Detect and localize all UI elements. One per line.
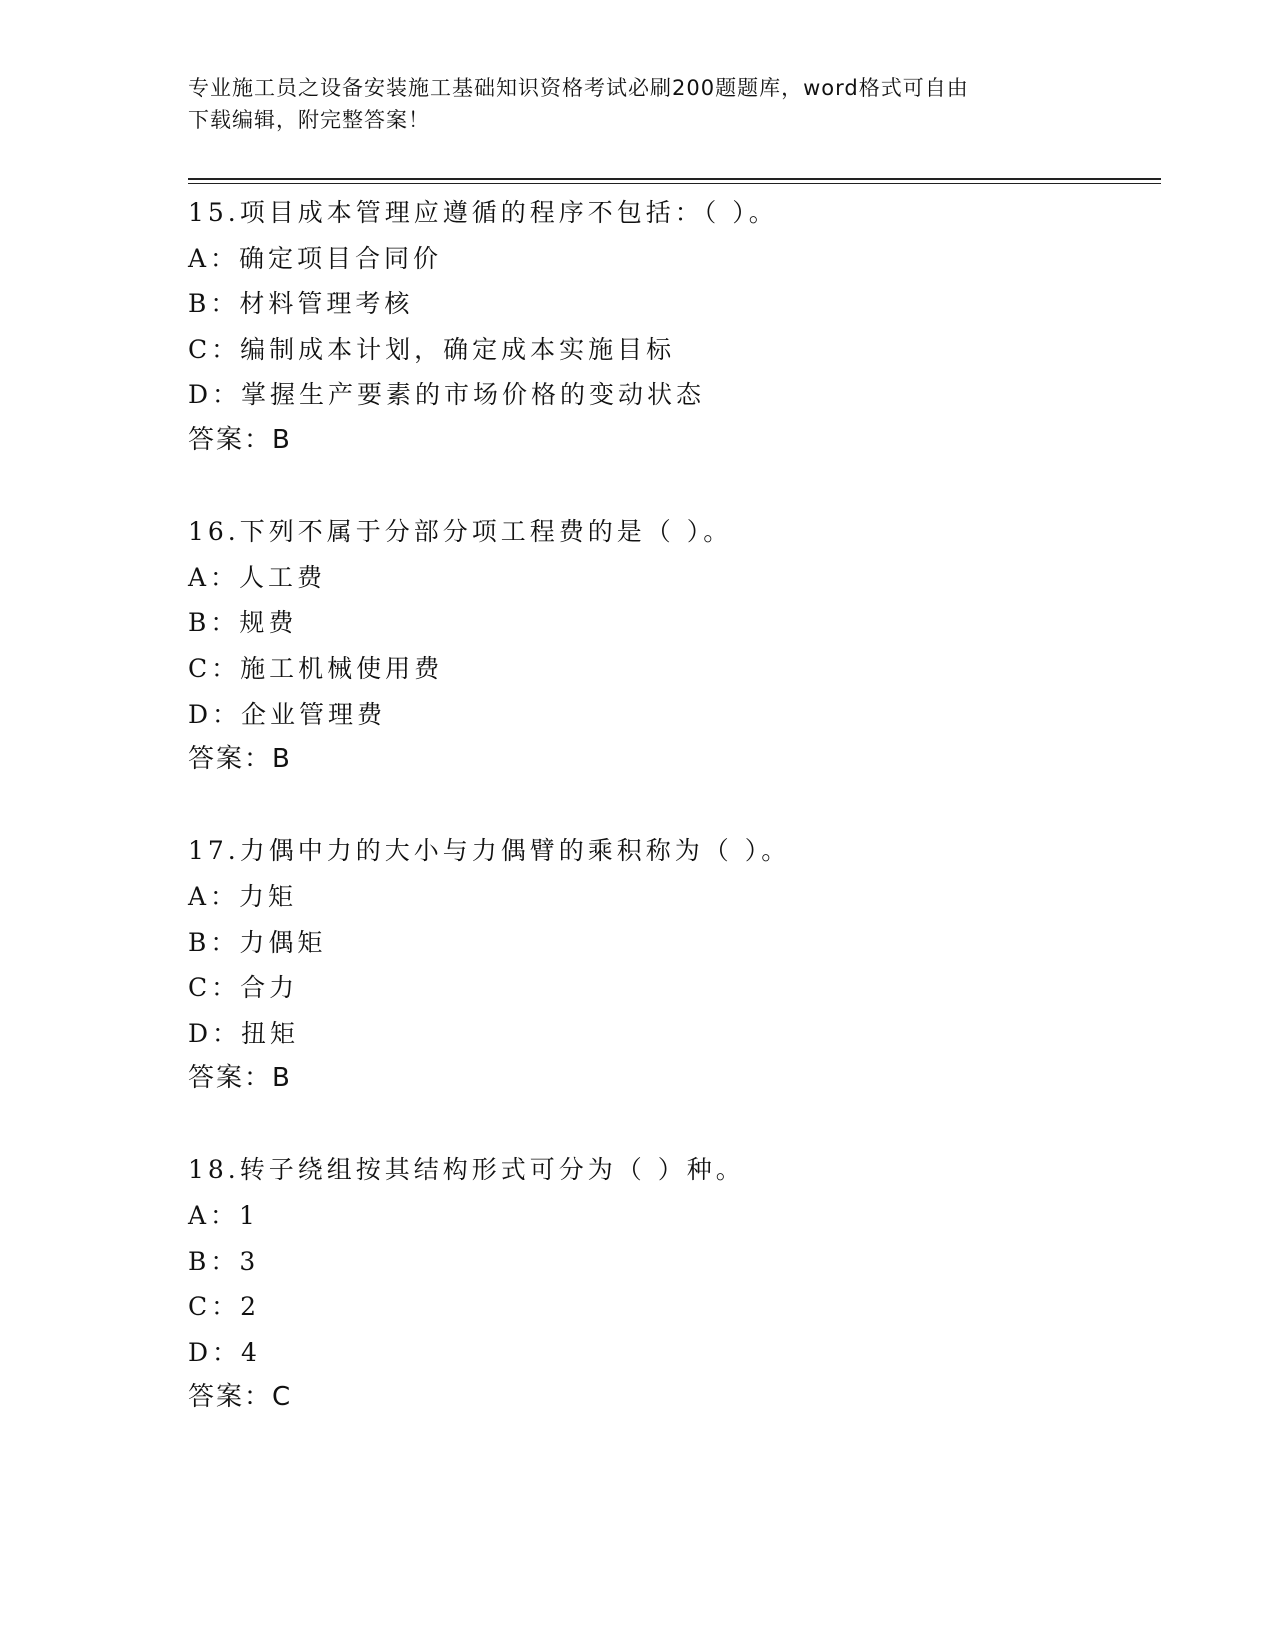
header-divider-thin — [188, 183, 1161, 184]
option-a: A：确定项目合同价 — [188, 243, 443, 273]
question-spacer — [188, 783, 1148, 829]
question-16 — [188, 509, 1148, 828]
answer-line: 答案：B — [188, 424, 292, 455]
question-spacer — [188, 1102, 1148, 1148]
option-c: C：施工机械使用费 — [188, 653, 444, 683]
option-b: B：3 — [188, 1246, 260, 1276]
question-stem: 15.项目成本管理应遵循的程序不包括：（ ）。 — [188, 198, 778, 227]
question-list — [188, 190, 1148, 1421]
option-a: A：人工费 — [188, 562, 327, 592]
header-line-1: 专业施工员之设备安装施工基础知识资格考试必刷200题题库，word格式可自由 — [188, 76, 969, 100]
option-b: B：规费 — [188, 608, 298, 638]
question-18 — [188, 1147, 1148, 1421]
question-17 — [188, 828, 1148, 1147]
question-stem: 17.力偶中力的大小与力偶臂的乘积称为（ ）。 — [188, 836, 791, 866]
option-c: C：编制成本计划，确定成本实施目标 — [188, 334, 676, 364]
header-line-2: 下载编辑，附完整答案！ — [188, 108, 430, 132]
option-d: D：扭矩 — [188, 1018, 300, 1048]
answer-line: 答案：B — [188, 744, 292, 775]
question-stem: 18.转子绕组按其结构形式可分为（ ）种。 — [188, 1155, 745, 1185]
option-c: C：2 — [188, 1292, 261, 1322]
option-a: A：力矩 — [188, 881, 298, 911]
answer-line: 答案：C — [188, 1382, 293, 1413]
question-spacer — [188, 464, 1148, 510]
header-divider-thick — [188, 178, 1161, 180]
option-d: D：企业管理费 — [188, 699, 387, 729]
option-a: A：1 — [188, 1201, 259, 1231]
answer-line: 答案：B — [188, 1063, 292, 1094]
option-b: B：力偶矩 — [188, 927, 327, 957]
question-stem: 16.下列不属于分部分项工程费的是（ ）。 — [188, 517, 733, 547]
option-c: C：合力 — [188, 973, 299, 1003]
option-d: D：4 — [188, 1337, 261, 1367]
question-15 — [188, 190, 1148, 509]
option-b: B：材料管理考核 — [188, 289, 414, 319]
document-header — [188, 72, 1088, 136]
option-d: D：掌握生产要素的市场价格的变动状态 — [188, 380, 706, 410]
